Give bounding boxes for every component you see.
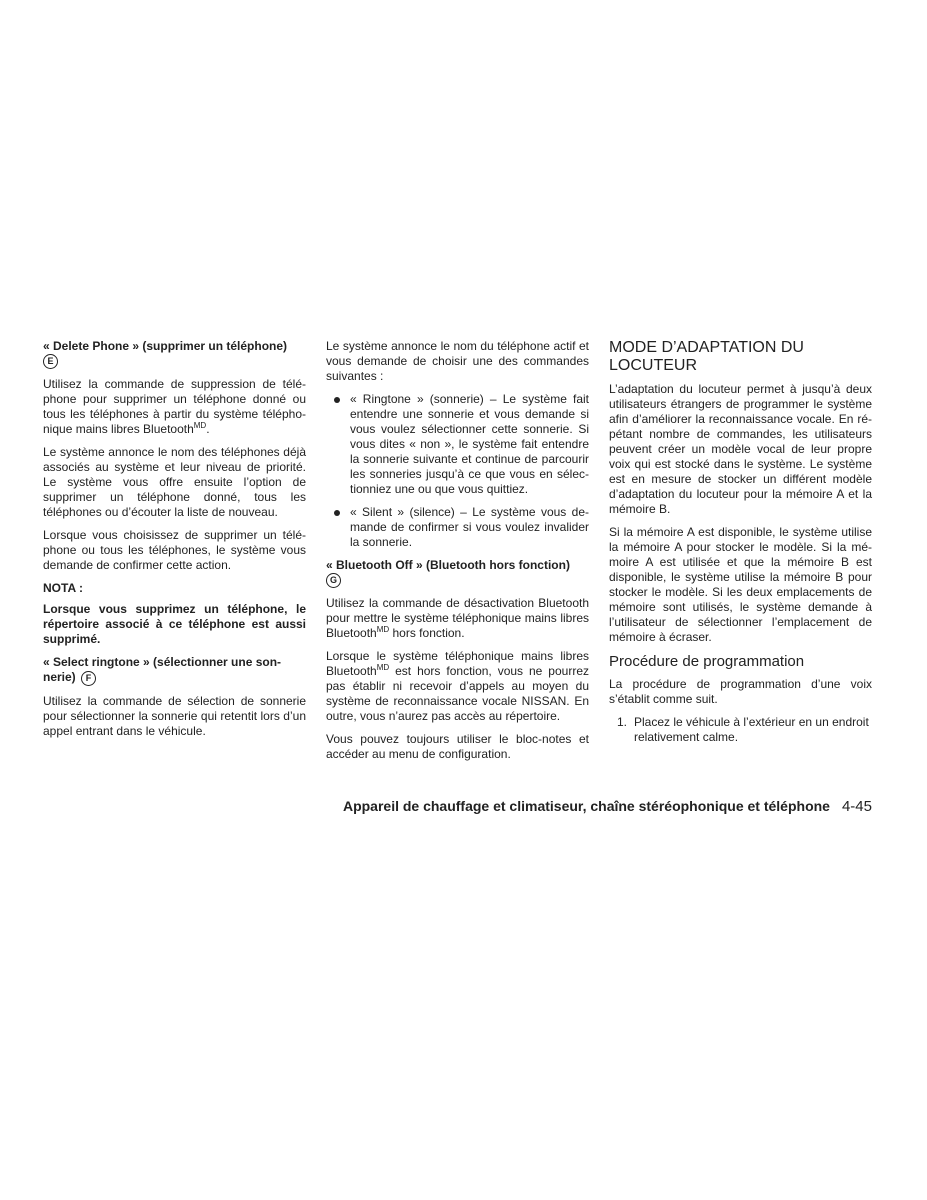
footer-title: Appareil de chauffage et climatiseur, chaîne stéréophonique et téléphone bbox=[342, 798, 830, 814]
bullet-icon bbox=[334, 397, 340, 403]
bt-p2-end: est hors fonction, vous ne pourrez pas établir ni recevoir d’appels au moyen du système de reconnaissance vocale NISSAN. En outre, vous n’aurez pas accès au répertoire. bbox=[326, 664, 589, 724]
speaker-adaptation-paragraph-1: L’adaptation du locuteur permet à jusqu’à deux utilisateurs étrangers de programmer le système afin d’améliorer la reconnaissance vocale. En ré-pétant nombre de commandes, les utilisateurs peuvent créer un modèle vocal de leur propre voix qui est stocké dans le système. Le système est en mesure de stocker un différent modèle d’adaptation du locuteur pour la mémoire A et la mémoire B. bbox=[609, 382, 872, 516]
select-ringtone-paragraph: Utilisez la commande de sélection de sonnerie pour sélectionner la sonnerie qui retentit lors d’un appel entrant dans le véhicule. bbox=[43, 693, 306, 738]
step-text: Placez le véhicule à l’extérieur en un endroit relativement calme. bbox=[634, 715, 869, 744]
column-middle bbox=[326, 339, 589, 770]
ringtone-command-list bbox=[326, 392, 589, 550]
delete-p1-text: Utilisez la commande de suppression de télé-phone pour supprimer un téléphone donné ou tous les téléphones à partir du système télépho-nique mains libres Bluetooth bbox=[43, 377, 306, 437]
bullet-text: « Silent » (silence) – Le système vous de-mande de confirmer si vous voulez invalider la sonnerie. bbox=[350, 505, 589, 549]
bluetooth-off-paragraph-3: Vous pouvez toujours utiliser le bloc-notes et accéder au menu de configuration. bbox=[326, 732, 589, 762]
page-number: 4-45 bbox=[841, 798, 872, 815]
bluetooth-off-heading bbox=[326, 558, 589, 588]
callout-marker-f: F bbox=[81, 671, 96, 686]
bluetooth-off-paragraph-2 bbox=[326, 649, 589, 724]
delete-phone-paragraph-1 bbox=[43, 377, 306, 437]
list-item bbox=[326, 392, 589, 497]
programming-steps bbox=[609, 715, 872, 745]
bt-p1-end: hors fonction. bbox=[389, 626, 465, 641]
ringtone-intro-paragraph: Le système annonce le nom du téléphone actif et vous demande de choisir une des commandes suivantes : bbox=[326, 339, 589, 383]
delete-phone-paragraph-3: Lorsque vous choisissez de supprimer un télé-phone ou tous les téléphones, le système vous demande de confirmer cette action. bbox=[43, 528, 306, 573]
superscript-md: MD bbox=[193, 421, 207, 431]
bluetooth-off-paragraph-1 bbox=[326, 596, 589, 641]
delete-phone-heading-text: « Delete Phone » (supprimer un téléphone) bbox=[43, 339, 288, 353]
superscript-md: MD bbox=[376, 625, 390, 635]
column-right bbox=[609, 339, 872, 745]
select-ringtone-heading-text: « Select ringtone » (sélectionner une son-nerie) bbox=[43, 655, 282, 685]
section-title: MODE D’ADAPTATION DU LOCUTEUR bbox=[609, 339, 804, 374]
select-ringtone-heading bbox=[43, 655, 306, 685]
bullet-text: « Ringtone » (sonnerie) – Le système fait entendre une sonnerie et vous demande si vous voulez sélectionner cette sonnerie. Si vous dites « non », le système fait entendre la sonnerie suivante et continue de parcourir les sonneries jusqu’à ce que vous en sélec-tionniez une ou que vous quittiez. bbox=[350, 392, 589, 496]
bullet-icon bbox=[334, 510, 340, 516]
bt-p1-text: Utilisez la commande de désactivation Bluetooth pour mettre le système téléphonique mains libres Bluetooth bbox=[326, 596, 589, 641]
bt-p2-text: Lorsque le système téléphonique mains libres Bluetooth bbox=[326, 649, 589, 679]
delete-p1-end: . bbox=[206, 422, 210, 437]
bluetooth-off-heading-text: « Bluetooth Off » (Bluetooth hors fonction) bbox=[326, 558, 570, 572]
programming-intro-paragraph: La procédure de programmation d’une voix s’établit comme suit. bbox=[609, 677, 872, 706]
callout-marker-e: E bbox=[43, 354, 58, 369]
delete-phone-heading bbox=[43, 339, 306, 369]
speaker-adaptation-paragraph-2: Si la mémoire A est disponible, le système utilise la mémoire A pour stocker le modèle. Si la mé-moire A est utilisée et que la mémoire B est disponible, le système utilise la mémoire B pour stocker le modèle. Si les deux emplacements de mémoire sont utilisés, le système demande à l’utilisateur de sélectionner l’emplacement de mémoire à écraser. bbox=[609, 525, 872, 644]
list-item bbox=[326, 505, 589, 550]
step-number: 1. bbox=[617, 715, 628, 729]
list-item bbox=[609, 715, 872, 745]
column-left bbox=[43, 339, 306, 747]
callout-marker-g: G bbox=[326, 573, 341, 588]
subsection-title: Procédure de programmation bbox=[609, 653, 805, 670]
nota-text: Lorsque vous supprimez un téléphone, le répertoire associé à ce téléphone est aussi supprimé. bbox=[43, 602, 306, 647]
delete-phone-paragraph-2: Le système annonce le nom des téléphones déjà associés au système et leur niveau de priorité. Le système vous offre ensuite l’option de supprimer un téléphone donné, tous les téléphones ou d’écouter la liste de nouveau. bbox=[43, 445, 306, 520]
nota-label: NOTA : bbox=[43, 581, 83, 596]
superscript-md: MD bbox=[376, 663, 390, 673]
page-footer bbox=[343, 798, 872, 815]
